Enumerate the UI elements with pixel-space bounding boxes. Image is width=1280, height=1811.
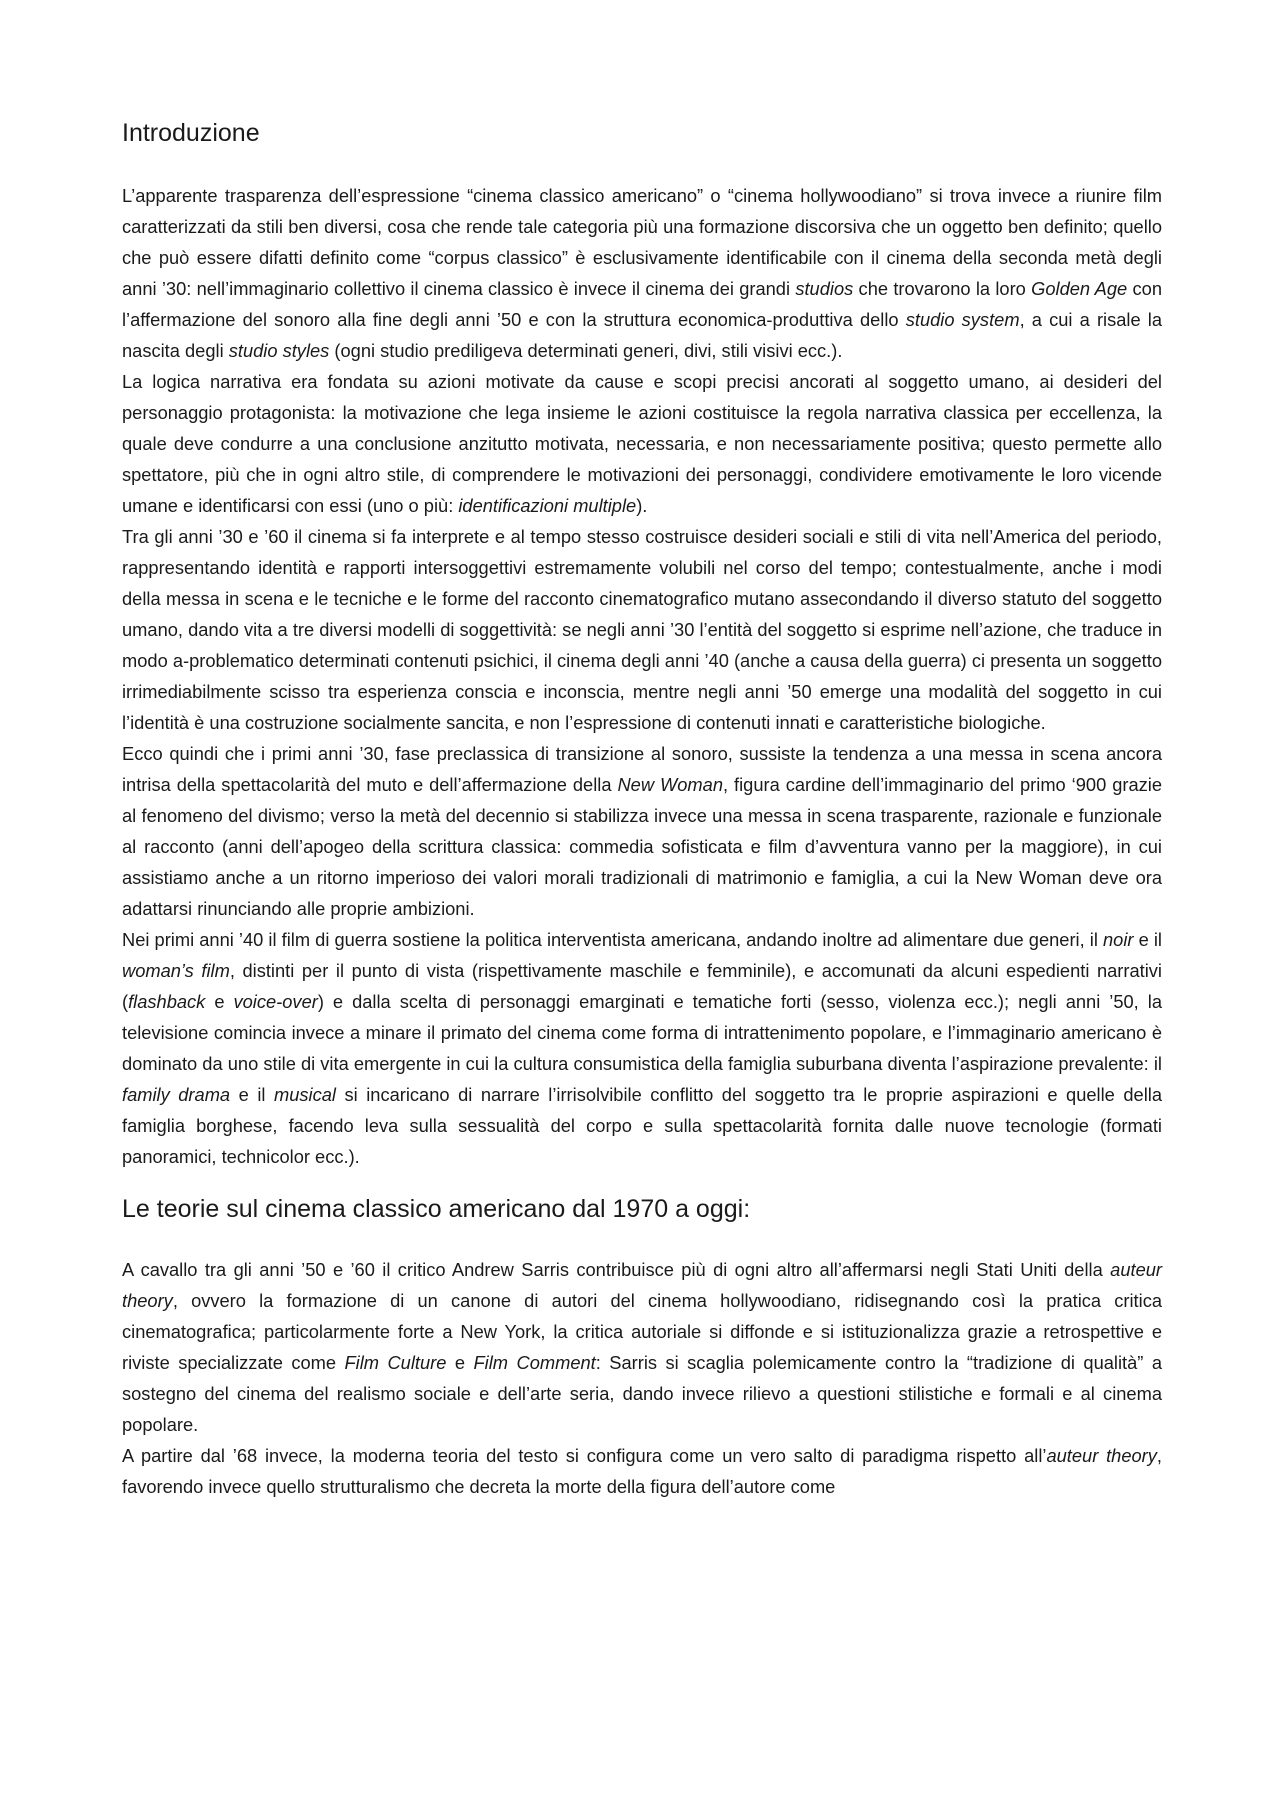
italic-term: Film Comment bbox=[473, 1352, 596, 1373]
text-run: Nei primi anni ’40 il film di guerra sostiene la politica interventista americana, andando inoltre ad alimentare due generi, il bbox=[122, 929, 1104, 950]
italic-term: flashback bbox=[128, 991, 206, 1012]
document-body bbox=[122, 118, 1162, 1502]
heading-introduzione: Introduzione bbox=[122, 119, 260, 147]
text-run: , distinti per il punto di vista (rispettivamente maschile e femminile), e accomunati da alcuni espedienti narrativi ( bbox=[122, 960, 1162, 1012]
italic-term: Golden Age bbox=[1031, 278, 1128, 299]
italic-term: New Woman bbox=[617, 774, 723, 795]
text-run: : Sarris si scaglia polemicamente contro la “tradizione di qualità” a sostegno del cinema del realismo sociale e dell’arte seria, dando invece rilievo a questioni stilistiche e formali e al cinema popolare. bbox=[122, 1352, 1163, 1435]
italic-term: family drama bbox=[122, 1084, 231, 1105]
intro-section bbox=[122, 180, 1162, 1172]
paragraph bbox=[122, 1254, 1162, 1440]
paragraph bbox=[122, 738, 1162, 924]
text-run: ) e dalla scelta di personaggi emarginati e tematiche forti (sesso, violenza ecc.); negli anni ’50, la televisione comincia invece a minare il primato del cinema come forma di intrattenimento popolare, e l’immaginario americano è dominato da uno stile di vita emergente in cui la cultura consumistica della famiglia suburbana diventa l’aspirazione prevalente: il bbox=[122, 991, 1162, 1074]
text-run: e bbox=[446, 1352, 474, 1373]
text-run: ). bbox=[636, 495, 648, 516]
text-run: , a cui a risale la nascita degli bbox=[122, 309, 1163, 361]
text-run: , figura cardine dell’immaginario del primo ‘900 grazie al fenomeno del divismo; verso la metà del decennio si stabilizza invece una messa in scena trasparente, razionale e funzionale al racconto (anni dell’apogeo della scrittura classica: commedia sofisticata e film d’avventura vanno per la maggiore), in cui assistiamo anche a un ritorno imperioso dei valori morali tradizionali di matrimonio e famiglia, a cui la New Woman deve ora adattarsi rinunciando alle proprie ambizioni. bbox=[122, 774, 1162, 919]
paragraph bbox=[122, 521, 1162, 738]
text-run: con l’affermazione del sonoro alla fine degli anni ’50 e con la struttura economica-produttiva dello bbox=[122, 278, 1162, 330]
heading-teorie: Le teorie sul cinema classico americano dal 1970 a oggi: bbox=[122, 1195, 751, 1223]
italic-term: musical bbox=[273, 1084, 336, 1105]
paragraph bbox=[122, 924, 1162, 1172]
italic-term: Film Culture bbox=[344, 1352, 447, 1373]
italic-term: studio styles bbox=[228, 340, 330, 361]
italic-term: identificazioni multiple bbox=[458, 495, 637, 516]
paragraph bbox=[122, 366, 1162, 521]
italic-term: studio system bbox=[905, 309, 1020, 330]
italic-term: auteur theory bbox=[122, 1259, 1162, 1311]
italic-term: auteur theory bbox=[1046, 1445, 1157, 1466]
italic-term: noir bbox=[1103, 929, 1134, 950]
paragraph bbox=[122, 1440, 1162, 1502]
text-run: Ecco quindi che i primi anni ’30, fase preclassica di transizione al sonoro, sussiste la tendenza a una messa in scena ancora intrisa della spettacolarità del muto e dell’affermazione della bbox=[122, 743, 1162, 795]
italic-term: studios bbox=[795, 278, 854, 299]
text-run: La logica narrativa era fondata su azioni motivate da cause e scopi precisi ancorati al soggetto umano, ai desideri del personaggio protagonista: la motivazione che lega insieme le azioni costituisce la regola narrativa classica per eccellenza, la quale deve condurre a una conclusione anzitutto motivata, necessaria, e non necessariamente positiva; questo permette allo spettatore, più che in ogni altro stile, di comprendere le motivazioni dei personaggi, condividere emotivamente le loro vicende umane e identificarsi con essi (uno o più: bbox=[122, 371, 1162, 516]
paragraph bbox=[122, 180, 1162, 366]
text-run: , ovvero la formazione di un canone di autori del cinema hollywoodiano, ridisegnando così la pratica critica cinematografica; particolarmente forte a New York, la critica autoriale si diffonde e si istituzionalizza grazie a retrospettive e riviste specializzate come bbox=[122, 1290, 1162, 1373]
text-run: Tra gli anni ’30 e ’60 il cinema si fa interprete e al tempo stesso costruisce desideri sociali e stili di vita nell’America del periodo, rappresentando identità e rapporti intersoggettivi estremamente volubili nel corso del tempo; contestualmente, anche i modi della messa in scena e le tecniche e le forme del racconto cinematografico mutano assecondando il diverso statuto del soggetto umano, dando vita a tre diversi modelli di soggettività: se negli anni ’30 l’entità del soggetto si esprime nell’azione, che traduce in modo a-problematico determinati contenuti psichici, il cinema degli anni ’40 (anche a causa della guerra) ci presenta un soggetto irrimediabilmente scisso tra esperienza conscia e inconscia, mentre negli anni ’50 emerge una modalità del soggetto in cui l’identità è una costruzione socialmente sancita, e non l’espressione di contenuti innati e caratteristiche biologiche. bbox=[122, 526, 1162, 733]
text-run: e il bbox=[230, 1084, 274, 1105]
text-run: A partire dal ’68 invece, la moderna teoria del testo si configura come un vero salto di paradigma rispetto all’ bbox=[122, 1445, 1047, 1466]
text-run: che trovarono la loro bbox=[853, 278, 1032, 299]
theory-section bbox=[122, 1254, 1162, 1502]
text-run: , favorendo invece quello strutturalismo che decreta la morte della figura dell’autore come bbox=[122, 1445, 1162, 1497]
text-run: A cavallo tra gli anni ’50 e ’60 il critico Andrew Sarris contribuisce più di ogni altro all’affermarsi negli Stati Uniti della bbox=[122, 1259, 1111, 1280]
text-run: e il bbox=[1133, 929, 1162, 950]
text-run: (ogni studio prediligeva determinati generi, divi, stili visivi ecc.). bbox=[329, 340, 843, 361]
text-run: si incaricano di narrare l’irrisolvibile conflitto del soggetto tra le proprie aspirazioni e quelle della famiglia borghese, facendo leva sulla sessualità del corpo e sulla spettacolarità fornita dalle nuove tecnologie (formati panoramici, technicolor ecc.). bbox=[122, 1084, 1163, 1167]
italic-term: woman’s film bbox=[122, 960, 230, 981]
italic-term: voice-over bbox=[233, 991, 318, 1012]
text-run: e bbox=[205, 991, 234, 1012]
text-run: L’apparente trasparenza dell’espressione “cinema classico americano” o “cinema hollywoodiano” si trova invece a riunire film caratterizzati da stili ben diversi, cosa che rende tale categoria più una formazione discorsiva che un oggetto ben definito; quello che può essere difatti definito come “corpus classico” è esclusivamente identificabile con il cinema della seconda metà degli anni ’30: nell’immaginario collettivo il cinema classico è invece il cinema dei grandi bbox=[122, 185, 1162, 299]
